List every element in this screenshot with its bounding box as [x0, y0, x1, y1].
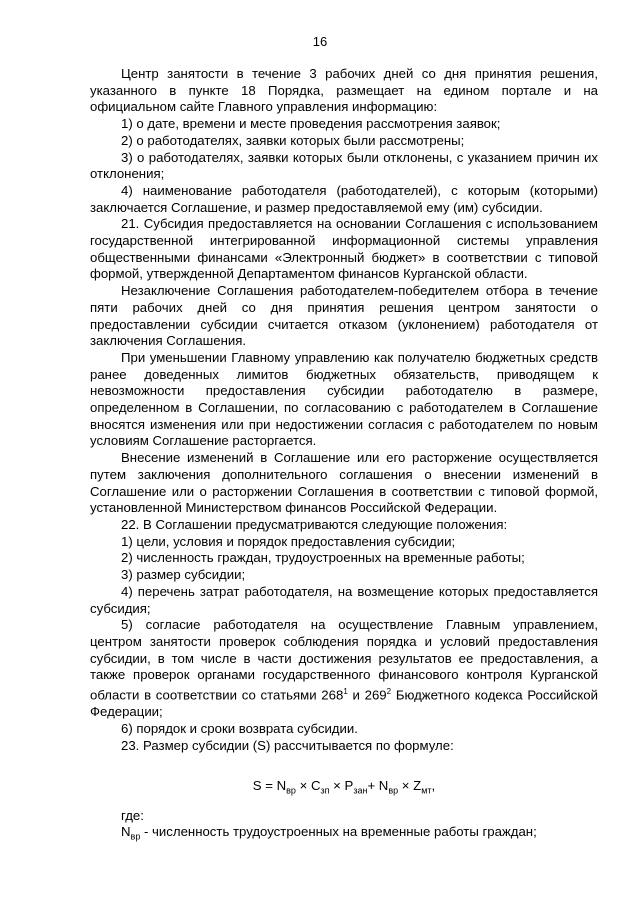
formula-subscript: вр: [388, 785, 399, 796]
list-item: 6) порядок и сроки возврата субсидии.: [121, 720, 358, 736]
paragraph: Незаключение Соглашения работодателем-победителем отбора в течение пяти рабочих дней со дня принятия решения центром занятости о предоставлении субсидии считается отказом (уклонением) работодателя от заключения Соглашения.: [90, 283, 598, 349]
formula-part: ,: [431, 778, 436, 794]
list-item: 3) о работодателях, заявки которых были отклонены, с указанием причин их отклонения;: [90, 149, 598, 182]
formula: [90, 778, 598, 799]
paragraph: 22. В Соглашении предусматриваются следующие положения:: [121, 516, 508, 532]
definition: [90, 824, 598, 845]
formula-part: + N: [367, 778, 389, 794]
formula-part: S = N: [252, 778, 287, 794]
paragraph: При уменьшении Главному управлению как получателю бюджетных средств ранее доведенных лимитов бюджетных обязательств, приводящем к невозможности предоставления субсидии работодателю в размере, определенном в Соглашении, по согласованию с работодателем в Соглашение вносятся изменения или при недостижении согласия с работодателем по новым условиям Соглашение расторгается.: [90, 349, 598, 449]
text-span: и 269: [347, 687, 387, 703]
paragraph: 21. Субсидия предоставляется на основании Соглашения с использованием государственной интегрированной информационной системы управления общественными финансами «Электронный бюджет» в соответствии с типовой формой, утвержденной Департаментом финансов Курганской области.: [90, 216, 598, 282]
formula-subscript: мт: [421, 785, 432, 796]
superscript: 2: [386, 687, 392, 697]
list-item: 4) перечень затрат работодателя, на возмещение которых предоставляется субсидия;: [90, 583, 598, 616]
where-label: где:: [121, 807, 144, 823]
paragraph: Центр занятости в течение 3 рабочих дней со дня принятия решения, указанного в пункте 18 Порядка, размещает на едином портале и на официальном сайте Главного управления информацию:: [90, 66, 598, 115]
formula-part: × Z: [398, 778, 422, 794]
list-item: 1) о дате, времени и месте проведения рассмотрения заявок;: [121, 116, 501, 132]
definition-symbol: N: [121, 824, 131, 840]
definition-text: - численность трудоустроенных на временные работы граждан;: [140, 824, 537, 840]
formula-subscript: зп: [320, 785, 330, 796]
list-item: 1) цели, условия и порядок предоставления субсидии;: [121, 533, 456, 549]
formula-subscript: вр: [286, 785, 296, 796]
list-item: 3) размер субсидии;: [121, 567, 246, 583]
list-item: 2) о работодателях, заявки которых были рассмотрены;: [121, 132, 465, 148]
list-item: [90, 617, 598, 721]
superscript: 1: [343, 687, 348, 697]
document-body: [90, 66, 598, 846]
formula-part: × C: [295, 778, 321, 794]
formula-part: × P: [329, 778, 354, 794]
page-number: 16: [312, 34, 328, 49]
definition-subscript: вр: [130, 831, 141, 842]
paragraph: 23. Размер субсидии (S) рассчитывается по формуле:: [121, 737, 454, 753]
text-span: Бюджетного кодекса Российской Федерации;: [90, 687, 598, 720]
list-item: 2) численность граждан, трудоустроенных на временные работы;: [121, 550, 525, 566]
formula-subscript: зан: [353, 785, 368, 796]
list-item: 4) наименование работодателя (работодателей), с которым (которыми) заключается Соглашение, и размер предоставляемой ему (им) субсидии.: [90, 182, 598, 215]
paragraph: Внесение изменений в Соглашение или его расторжение осуществляется путем заключения дополнительного соглашения о внесении изменений в Соглашение или о расторжении Соглашения в соответствии с типовой формой, установленной Министерством финансов Российской Федерации.: [90, 450, 598, 516]
text-span: 5) согласие работодателя на осуществление Главным управлением, центром занятости проверок соблюдения порядка и условий предоставления субсидии, в том числе в части достижения результатов ее предоставления, а также проверок органами государственного финансового контроля Курганской области в соответствии со статьями 268: [90, 617, 598, 703]
